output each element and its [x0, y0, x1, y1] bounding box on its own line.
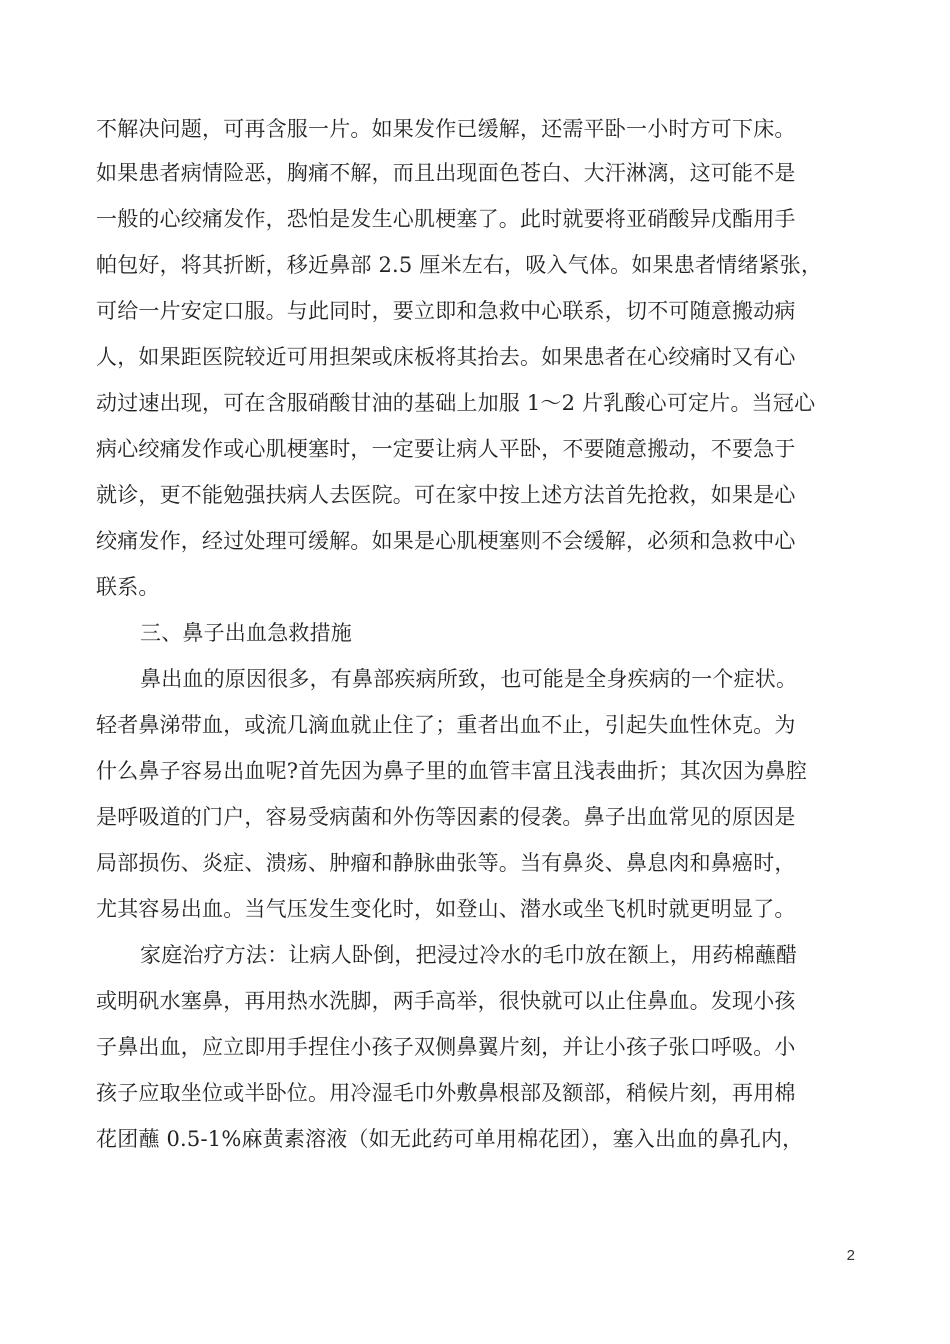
text-line: 可给一片安定口服。与此同时，要立即和急救中心联系，切不可随意搬动病 — [96, 299, 796, 323]
text-line: 是呼吸道的门户，容易受病菌和外伤等因素的侵袭。鼻子出血常见的原因是 — [96, 805, 796, 829]
text-line: 一般的心绞痛发作，恐怕是发生心肌梗塞了。此时就要将亚硝酸异戊酯用手 — [96, 207, 796, 231]
section-heading: 三、鼻子出血急救措施 — [140, 621, 352, 645]
text-line: 如果患者病情险恶，胸痛不解，而且出现面色苍白、大汗淋漓，这可能不是 — [96, 161, 796, 185]
text-line: 子鼻出血，应立即用手捏住小孩子双侧鼻翼片刻，并让小孩子张口呼吸。小 — [96, 1035, 796, 1059]
text-line: 帕包好，将其折断，移近鼻部 2.5 厘米左右，吸入气体。如果患者情绪紧张， — [96, 253, 823, 277]
text-line: 或明矾水塞鼻，再用热水洗脚，两手高举，很快就可以止住鼻血。发现小孩 — [96, 989, 796, 1013]
text-line: 病心绞痛发作或心肌梗塞时，一定要让病人平卧，不要随意搬动，不要急于 — [96, 437, 796, 461]
text-line: 不解决问题，可再含服一片。如果发作已缓解，还需平卧一小时方可下床。 — [96, 117, 796, 141]
text-line: 联系。 — [96, 575, 160, 599]
page-number: 2 — [846, 1247, 855, 1264]
text-line: 绞痛发作，经过处理可缓解。如果是心肌梗塞则不会缓解，必须和急救中心 — [96, 529, 796, 553]
text-line: 鼻出血的原因很多，有鼻部疾病所致，也可能是全身疾病的一个症状。 — [140, 667, 798, 691]
text-line: 动过速出现，可在含服硝酸甘油的基础上加服 1～2 片乳酸心可定片。当冠心 — [96, 391, 816, 415]
text-line: 家庭治疗方法：让病人卧倒，把浸过冷水的毛巾放在额上，用药棉蘸醋 — [140, 943, 798, 967]
text-line: 尤其容易出血。当气压发生变化时，如登山、潜水或坐飞机时就更明显了。 — [96, 897, 796, 921]
text-line: 花团蘸 0.5-1%麻黄素溶液（如无此药可单用棉花团），塞入出血的鼻孔内， — [96, 1127, 804, 1151]
text-line: 人，如果距医院较近可用担架或床板将其抬去。如果患者在心绞痛时又有心 — [96, 345, 796, 369]
text-line: 就诊，更不能勉强扶病人去医院。可在家中按上述方法首先抢救，如果是心 — [96, 483, 796, 507]
text-line: 孩子应取坐位或半卧位。用冷湿毛巾外敷鼻根部及额部，稍候片刻，再用棉 — [96, 1081, 796, 1105]
text-line: 轻者鼻涕带血，或流几滴血就止住了；重者出血不止，引起失血性休克。为 — [96, 713, 796, 737]
text-line: 什么鼻子容易出血呢?首先因为鼻子里的血管丰富且浅表曲折；其次因为鼻腔 — [96, 759, 808, 783]
text-line: 局部损伤、炎症、溃疡、肿瘤和静脉曲张等。当有鼻炎、鼻息肉和鼻癌时， — [96, 851, 796, 875]
